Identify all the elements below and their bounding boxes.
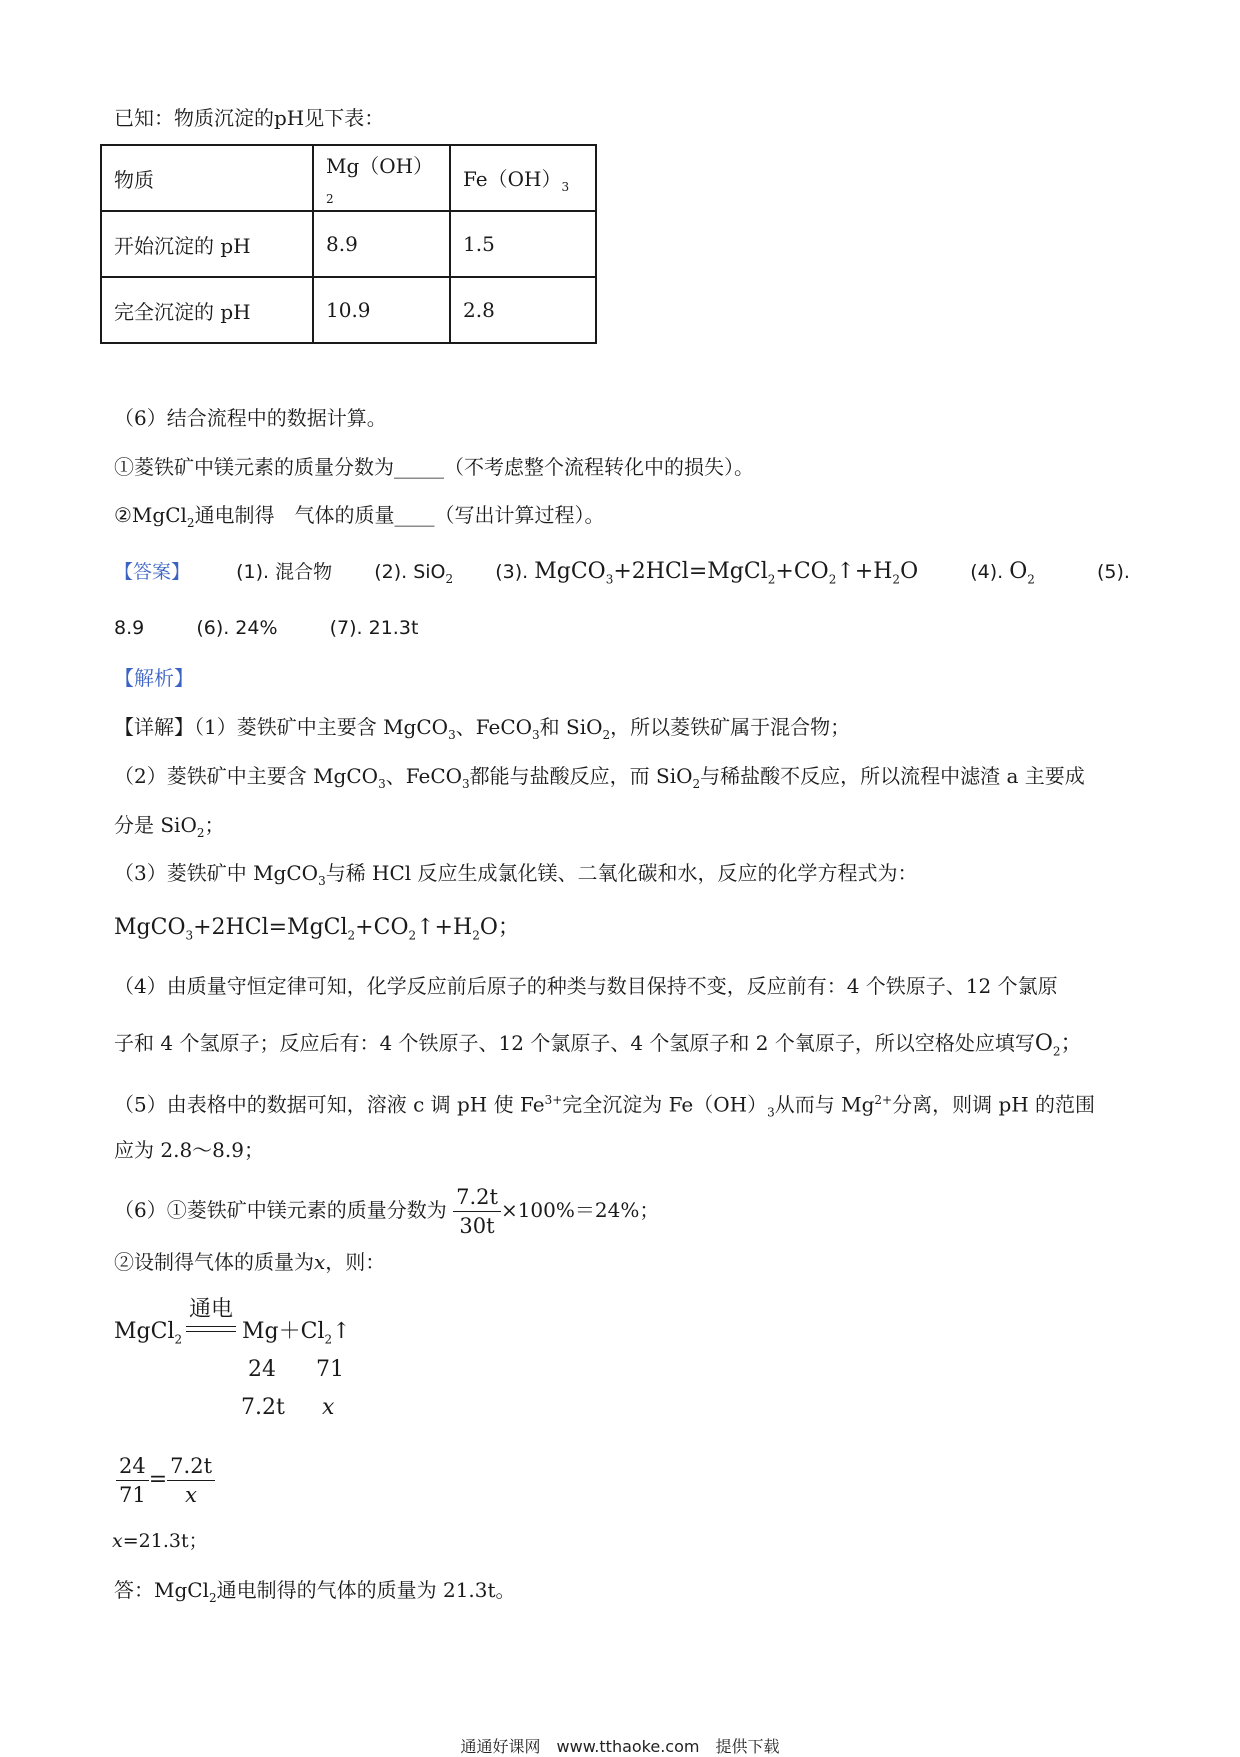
molar-mass-cl2: 71 [316, 1357, 344, 1382]
reaction-products: $Mg+Cl_2↑$ [242, 1319, 351, 1347]
unknown-mass: x [322, 1395, 335, 1420]
table-cell: 1.5 [450, 211, 596, 277]
analysis-p4: （4）由质量守恒定律可知，化学反应前后原子的种类与数目保持不变，反应前有：4 个铁原子、12 个氯原 [114, 974, 1058, 998]
table-cell: 8.9 [313, 211, 450, 277]
equation-hcl: $MgCO_3+2HCl=MgCl_2+CO_2↑+H_2O$； [114, 915, 520, 943]
analysis-p1: 【详解】（1）菱铁矿中主要含 MgCO$_3$、FeCO$_3$和 SiO$_2$，所以菱铁矿属于混合物； [114, 715, 851, 742]
analysis-p2-cont: 分是 SiO$_2$； [114, 813, 225, 840]
answer-tag: 【答案】 [114, 561, 191, 583]
answer-line-2: 8.9 (6). 24% (7). 21.3t [114, 617, 419, 639]
reaction-condition: 通电 [188, 1297, 233, 1322]
given-mass-mg: 7.2t [241, 1395, 285, 1420]
footer-source: 通通好课网 www.tthaoke.com 提供下载 [460, 1737, 780, 1756]
equals-double-line [186, 1331, 236, 1332]
table-cell: 2.8 [450, 277, 596, 343]
conclusion-line: 答：MgCl$_2$通电制得的气体的质量为 21.3t。 [114, 1578, 516, 1605]
analysis-tag: 【解析】 [114, 666, 194, 690]
electrolysis-equation: MgCl$_2$ [114, 1319, 183, 1347]
table-cell: 开始沉淀的 pH [101, 211, 313, 277]
question-6-part2: ②MgCl$_2$通电制得 气体的质量____（写出计算过程）。 [114, 503, 605, 530]
analysis-p6: （6）①菱铁矿中镁元素的质量分数为 $\frac{7.2t}{30t}$ ×100%＝24%； [114, 1185, 660, 1238]
table-row [101, 277, 596, 343]
result-line: x=21.3t； [112, 1530, 208, 1552]
equals-double-line [186, 1326, 236, 1327]
table-row [101, 211, 596, 277]
table-cell: 完全沉淀的 pH [101, 277, 313, 343]
intro-text: 已知：物质沉淀的pH见下表： [114, 106, 385, 130]
question-6-part1: ①菱铁矿中镁元素的质量分数为_____（不考虑整个流程转化中的损失）。 [114, 455, 754, 479]
analysis-p4-cont: 子和 4 个氢原子；反应后有：4 个铁原子、12 个氯原子、4 个氢原子和 2 个氧原子，所以空格处应填写$O_2$； [114, 1031, 1083, 1059]
table-header-cell: $Fe(OH)_3$ [450, 145, 596, 211]
table-header-cell: $Mg(OH)_2$ [313, 145, 450, 211]
precipitation-ph-table [100, 144, 597, 344]
ratio-equation: $\frac{24}{71}$ = $\frac{7.2t}{x}$ [116, 1452, 215, 1509]
analysis-p5-cont: 应为 2.8～8.9； [114, 1138, 264, 1162]
fraction: $\frac{7.2t}{30t}$ [453, 1183, 501, 1240]
table-header-cell: 物质 [101, 145, 313, 211]
answer-line: 【答案】 (1). 混合物 (2). SiO$_2$ (3). $MgCO_3+2HCl=MgCl_2+CO_2↑+H_2O$ (4). $O_2$ (5). [114, 559, 1130, 587]
table-header-row [101, 145, 596, 211]
analysis-p2: （2）菱铁矿中主要含 MgCO$_3$、FeCO$_3$都能与盐酸反应，而 SiO$_2$与稀盐酸不反应，所以流程中滤渣 a 主要成 [114, 764, 1085, 791]
analysis-p3: （3）菱铁矿中 MgCO$_3$与稀 HCl 反应生成氯化镁、二氧化碳和水，反应的化学方程式为： [114, 861, 918, 888]
analysis-p5: （5）由表格中的数据可知，溶液 c 调 pH 使 $Fe^{3+}$完全沉淀为 $Fe(OH)_3$从而与 $Mg^{2+}$分离，则调 pH 的范围 [114, 1092, 1096, 1120]
question-6-title: （6）结合流程中的数据计算。 [114, 406, 387, 430]
analysis-p7: ②设制得气体的质量为x，则： [114, 1250, 386, 1274]
table-cell: 10.9 [313, 277, 450, 343]
molar-mass-mg: 24 [248, 1357, 276, 1382]
